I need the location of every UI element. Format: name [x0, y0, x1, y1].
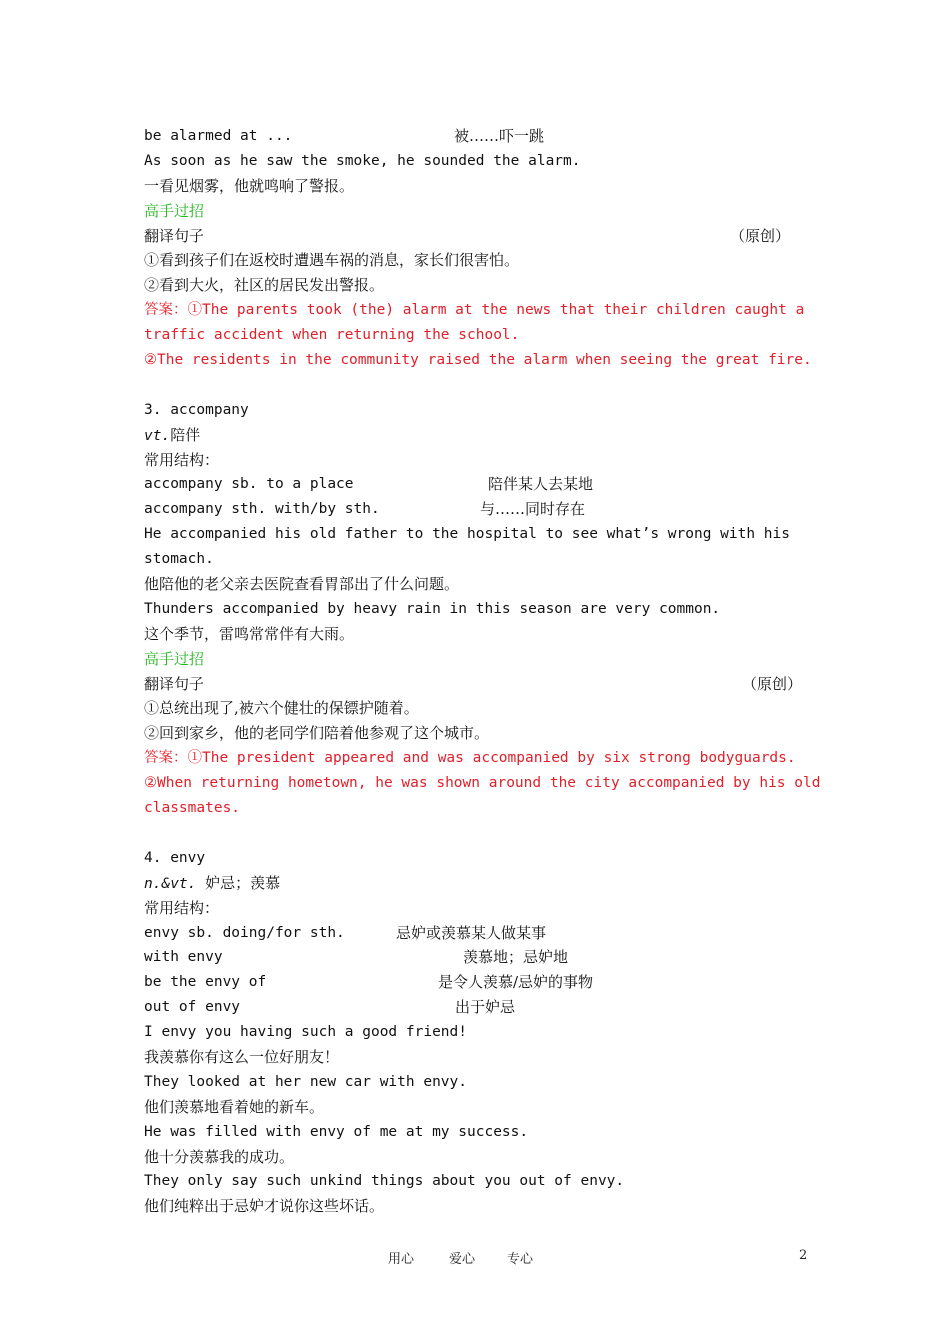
- answer-1-cont: traffic accident when returning the school.: [144, 327, 520, 344]
- structure-line: [144, 970, 810, 995]
- example-cn: 这个季节，雷鸣常常伴有大雨。: [144, 624, 355, 643]
- structure-cn: 出于妒忌: [455, 998, 516, 1017]
- example-en: He was filled with envy of me at my success.: [144, 1123, 529, 1140]
- example-en: As soon as he saw the smoke, he sounded the alarm.: [144, 152, 581, 169]
- example-cn: 他们羡慕地看着她的新车。: [144, 1097, 325, 1116]
- example-en: They only say such unkind things about you out of envy.: [144, 1173, 625, 1190]
- structure-en: be alarmed at ...: [144, 128, 293, 144]
- practice-title: 高手过招: [144, 649, 205, 668]
- footer-word-3: 专心: [507, 1252, 534, 1267]
- structure-line: [144, 472, 810, 497]
- structure-line: [144, 945, 810, 970]
- definition-line: [144, 423, 810, 448]
- task-line: [144, 224, 810, 249]
- example-cn: 他十分羡慕我的成功。: [144, 1147, 295, 1166]
- document-body: [144, 124, 821, 1219]
- structure-cn: 是令人羡慕/忌妒的事物: [438, 973, 594, 992]
- section-heading: 4. envy: [144, 849, 206, 866]
- example-cn: 他陪他的老父亲去医院查看胃部出了什么问题。: [144, 575, 460, 594]
- structure-label: 常用结构：: [144, 450, 220, 469]
- structure-cn: 被……吓一跳: [454, 127, 545, 145]
- example-en: I envy you having such a good friend!: [144, 1024, 468, 1041]
- question-2: ②回到家乡，他的老同学们陪着他参观了这个城市。: [144, 724, 490, 743]
- example-en-cont: stomach.: [144, 551, 214, 568]
- structure-line: [144, 921, 810, 946]
- task-label: 翻译句子: [144, 674, 205, 693]
- structure-line: [144, 124, 810, 149]
- example-en: They looked at her new car with envy.: [144, 1073, 468, 1090]
- footer-word-1: 用心: [388, 1252, 415, 1267]
- structure-en: out of envy: [144, 999, 241, 1016]
- structure-en: accompany sth. with/by sth.: [144, 501, 380, 518]
- part-of-speech: n.&vt.: [144, 875, 197, 892]
- example-cn: 一看见烟雾，他就鸣响了警报。: [144, 176, 355, 195]
- structure-cn: 羡慕地；忌妒地: [463, 948, 569, 967]
- spacer: [144, 821, 810, 846]
- structure-cn: 忌妒或羡慕某人做某事: [396, 923, 547, 942]
- part-of-speech: vt.: [144, 427, 171, 444]
- structure-line: [144, 497, 810, 522]
- structure-en: be the envy of: [144, 974, 267, 991]
- page-number: 2: [799, 1248, 808, 1263]
- spacer: [144, 373, 810, 398]
- origin-label: （原创）: [729, 226, 790, 245]
- section-heading: 3. accompany: [144, 401, 249, 418]
- question-2: ②看到大火，社区的居民发出警报。: [144, 276, 385, 295]
- footer-word-2: 爱心: [449, 1252, 476, 1267]
- structure-en: with envy: [144, 949, 223, 966]
- page-footer: [0, 1248, 950, 1268]
- example-en: Thunders accompanied by heavy rain in this season are very common.: [144, 600, 721, 617]
- meaning: 陪伴: [170, 425, 201, 444]
- task-label: 翻译句子: [144, 226, 205, 245]
- meaning: 妒忌；羡慕: [205, 873, 281, 892]
- answer-2: ②When returning hometown, he was shown around the city accompanied by his old: [144, 775, 821, 792]
- answer-1: 答案：①The president appeared and was accompanied by six strong bodyguards.: [144, 750, 796, 767]
- question-1: ①看到孩子们在返校时遭遇车祸的消息，家长们很害怕。: [144, 251, 520, 270]
- structure-en: accompany sb. to a place: [144, 476, 354, 493]
- example-cn: 我羡慕你有这么一位好朋友！: [144, 1047, 340, 1066]
- origin-label: （原创）: [741, 674, 802, 693]
- example-en: He accompanied his old father to the hospital to see what’s wrong with his: [144, 526, 791, 543]
- answer-2: ②The residents in the community raised the alarm when seeing the great fire.: [144, 352, 812, 369]
- structure-line: [144, 995, 810, 1020]
- structure-label: 常用结构：: [144, 898, 220, 917]
- task-line: [144, 672, 810, 697]
- example-cn: 他们纯粹出于忌妒才说你这些坏话。: [144, 1197, 385, 1216]
- answer-2-cont: classmates.: [144, 800, 241, 817]
- practice-title: 高手过招: [144, 201, 205, 220]
- structure-en: envy sb. doing/for sth.: [144, 924, 345, 941]
- definition-line: [144, 871, 810, 896]
- question-1: ①总统出现了,被六个健壮的保镖护随着。: [144, 699, 419, 718]
- answer-1: 答案：①The parents took (the) alarm at the news that their children caught a: [144, 302, 805, 319]
- structure-cn: 与……同时存在: [480, 500, 586, 519]
- structure-cn: 陪伴某人去某地: [488, 475, 594, 494]
